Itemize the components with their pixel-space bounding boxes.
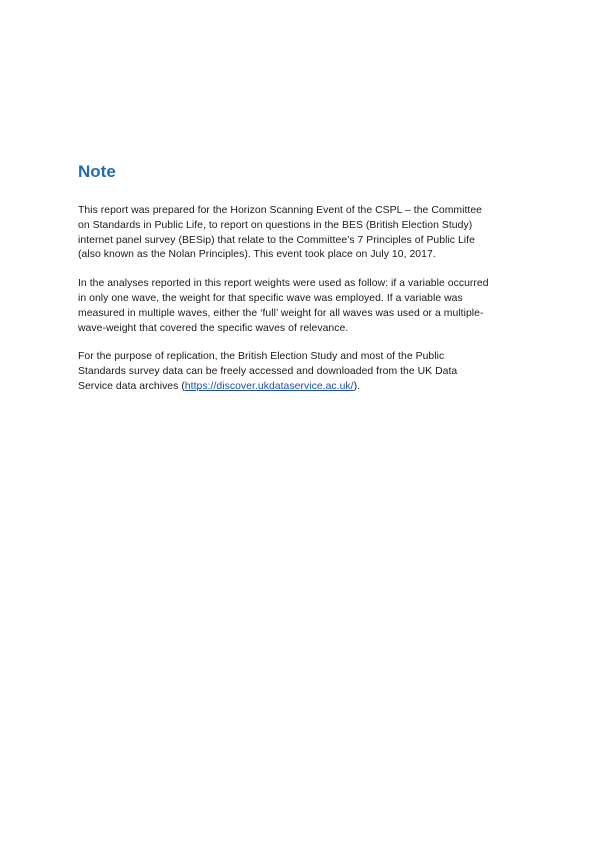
- paragraph-line: [78, 380, 548, 395]
- paragraph-line: In the analyses reported in this report weights were used as follow: if a variable occurred: [78, 278, 489, 290]
- paragraph-line: internet panel survey (BESip) that relate to the Committee’s 7 Principles of Public Life: [78, 234, 475, 246]
- link-prefix-text: Service data archives (: [78, 380, 185, 392]
- paragraph-line: measured in multiple waves, either the ‘full’ weight for all waves was used or a multiple-: [78, 307, 484, 319]
- paragraph-line: This report was prepared for the Horizon Scanning Event of the CSPL – the Committee: [78, 205, 483, 216]
- paragraph-line: wave-weight that covered the specific waves of relevance.: [78, 322, 349, 334]
- paragraph-report-purpose: [78, 204, 548, 263]
- uk-data-service-link[interactable]: https://discover.ukdataservice.ac.uk/: [184, 380, 354, 392]
- paragraph-line: Standards survey data can be freely accessed and downloaded from the UK Data: [78, 366, 458, 378]
- paragraph-line: (also known as the Nolan Principles). This event took place on July 10, 2017.: [78, 249, 436, 261]
- note-heading: Note: [78, 162, 116, 181]
- paragraph-replication: [78, 350, 548, 394]
- paragraph-line: on Standards in Public Life, to report on questions in the BES (British Election Study): [78, 219, 473, 231]
- link-suffix-text: ).: [353, 380, 361, 392]
- paragraph-weights: [78, 277, 548, 336]
- paragraph-line: in only one wave, the weight for that specific wave was employed. If a variable was: [78, 292, 463, 304]
- note-section: [78, 162, 548, 409]
- paragraph-line: For the purpose of replication, the British Election Study and most of the Public: [78, 351, 445, 363]
